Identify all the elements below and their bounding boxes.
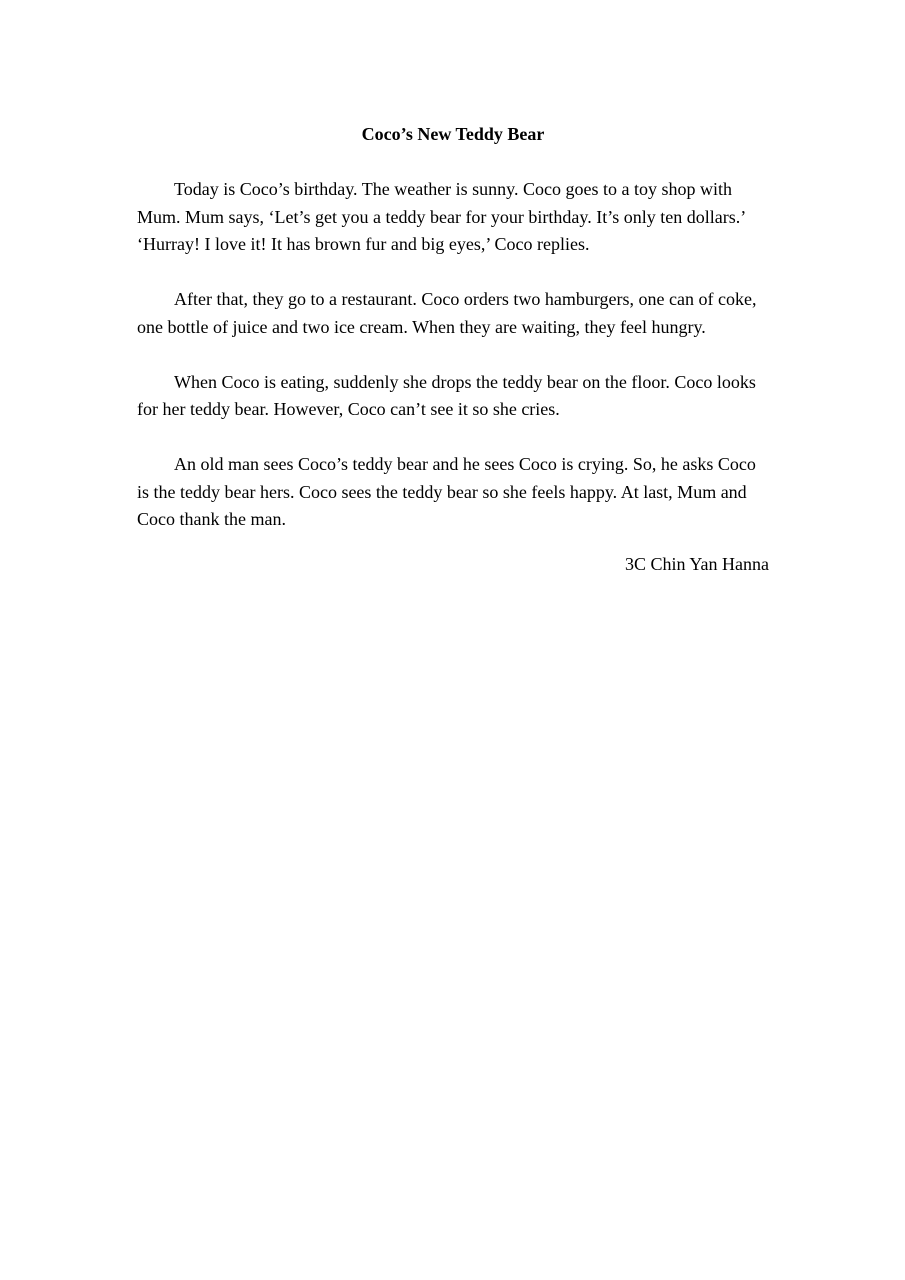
story-body <box>137 122 769 578</box>
story-paragraph-3: When Coco is eating, suddenly she drops the teddy bear on the floor. Coco looks for her teddy bear. However, Coco can’t see it so she cries. <box>137 371 756 419</box>
author-name: 3C Chin Yan Hanna <box>624 553 769 574</box>
story-paragraph-2: After that, they go to a restaurant. Coco orders two hamburgers, one can of coke, one bottle of juice and two ice cream. When they are waiting, they feel hungry. <box>137 289 757 337</box>
story-title: Coco’s New Teddy Bear <box>361 124 545 144</box>
story-paragraph-4: An old man sees Coco’s teddy bear and he sees Coco is crying. So, he asks Coco is the teddy bear hers. Coco sees the teddy bear so she feels happy. At last, Mum and Coco thank the man. <box>137 454 756 529</box>
story-paragraph-1: Today is Coco’s birthday. The weather is sunny. Coco goes to a toy shop with Mum. Mum says, ‘Let’s get you a teddy bear for your birthday. It’s only ten dollars.’ ‘Hurray! I love it! It has brown fur and big eyes,’ Coco replies. <box>137 179 745 254</box>
